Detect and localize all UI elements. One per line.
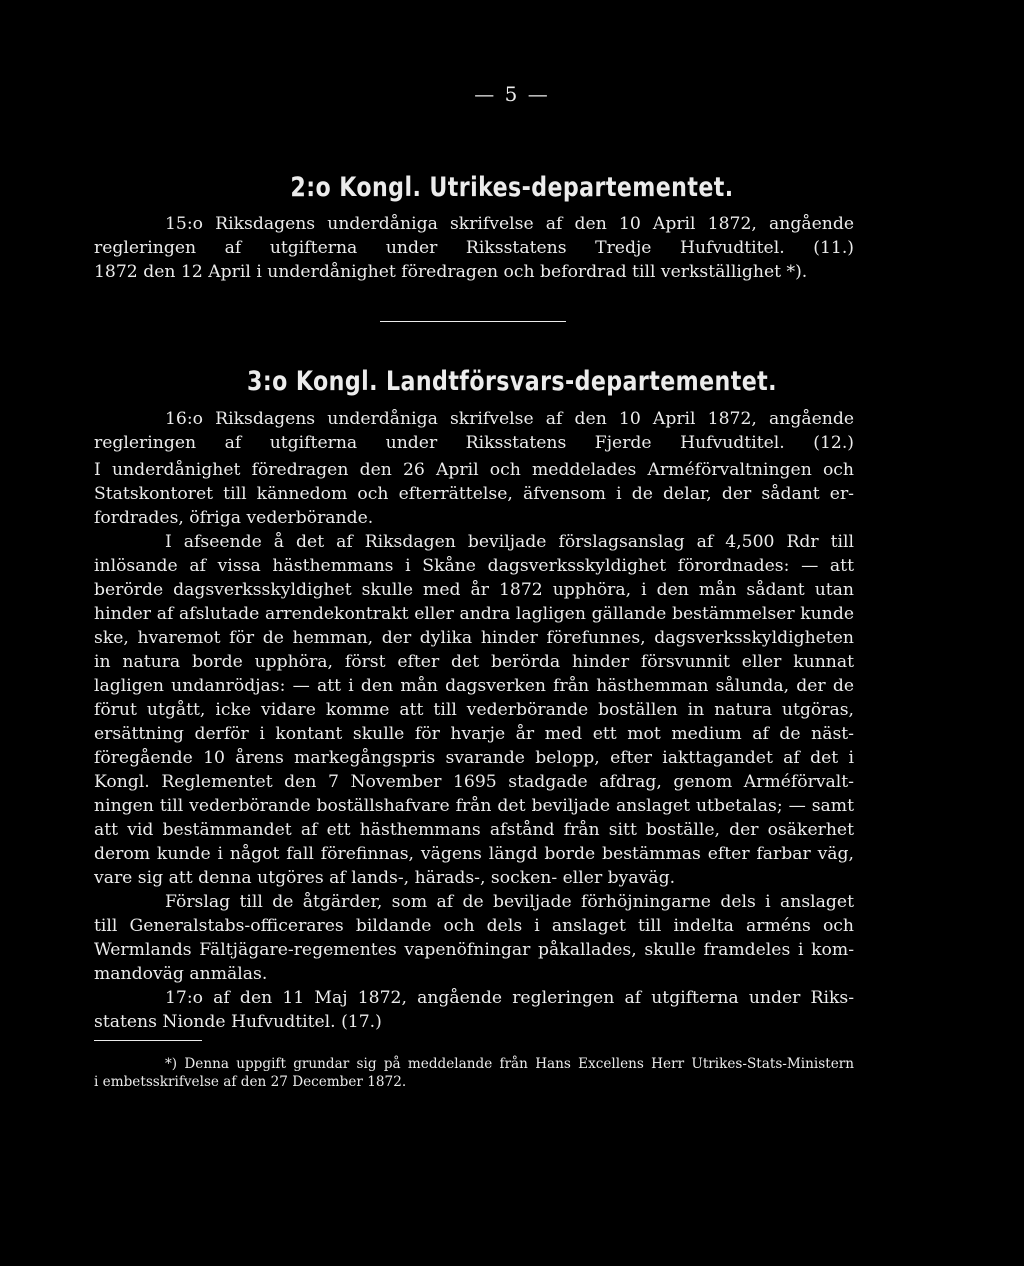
text-line: 15:o Riksdagens underdåniga skrifvelse af den 10 April 1872, angående [165,214,854,234]
text-line: mandoväg anmälas. [94,964,268,984]
text-line: I underdånighet föredragen den 26 April och meddelades Arméförvaltningen och [94,460,854,480]
text-line: berörde dagsverksskyldighet skulle med år 1872 upphöra, i den mån sådant utan [94,580,854,600]
footnote-line: *) Denna uppgift grundar sig på meddelande från Hans Excellens Herr Utrikes-Stats-Ministern [165,1056,854,1072]
text-line: 1872 den 12 April i underdånighet föredragen och befordrad till verkställighet *). [94,262,808,282]
text-line: statens Nionde Hufvudtitel. (17.) [94,1012,382,1032]
text-line: att vid bestämmandet af ett hästhemmans afstånd från sitt boställe, der osäkerhet [94,820,854,840]
text-line: derom kunde i något fall förefinnas, vägens längd borde bestämmas efter farbar väg, [94,844,854,864]
text-line: hinder af afslutade arrendekontrakt eller andra lagligen gällande bestämmelser kunde [94,604,854,624]
page-number: — 5 — [474,82,550,106]
text-line: Förslag till de åtgärder, som af de beviljade förhöjningarne dels i anslaget [165,892,854,912]
section-heading-landtforsvar: 3:o Kongl. Landtförsvars-departementet. [247,366,777,397]
text-line: ersättning derför i kontant skulle för hvarje år med ett mot medium af de näst- [94,724,854,744]
text-line: regleringen af utgifterna under Riksstatens Fjerde Hufvudtitel. (12.) [94,433,854,453]
section-heading-utrikes: 2:o Kongl. Utrikes-departementet. [290,172,734,203]
text-line: I afseende å det af Riksdagen beviljade förslagsanslag af 4,500 Rdr till [165,532,854,552]
text-line: Statskontoret till kännedom och efterrättelse, äfvensom i de delar, der sådant er- [94,484,854,504]
text-line: fordrades, öfriga vederbörande. [94,508,374,528]
footnote-divider [94,1040,202,1041]
text-line: ske, hvaremot för de hemman, der dylika hinder förefunnes, dagsverksskyldigheten [94,628,854,648]
text-line: till Generalstabs-officerares bildande och dels i anslaget till indelta arméns och [94,916,854,936]
text-line: in natura borde upphöra, först efter det berörda hinder försvunnit eller kunnat [94,652,854,672]
text-line: inlösande af vissa hästhemmans i Skåne dagsverksskyldighet förordnades: — att [94,556,854,576]
text-line: lagligen undanrödjas: — att i den mån dagsverken från hästhemman sålunda, der de [94,676,854,696]
text-line: förut utgått, icke vidare komme att till vederbörande boställen in natura utgöras, [94,700,854,720]
text-line: 17:o af den 11 Maj 1872, angående regleringen af utgifterna under Riks- [165,988,854,1008]
text-line: ningen till vederbörande boställshafvare från det beviljade anslaget utbetalas; — samt [94,796,854,816]
text-line: vare sig att denna utgöres af lands-, härads-, socken- eller byaväg. [94,868,676,888]
section-divider [380,321,566,322]
footnote-line: i embetsskrifvelse af den 27 December 1872. [94,1074,407,1090]
text-line: 16:o Riksdagens underdåniga skrifvelse af den 10 April 1872, angående [165,409,854,429]
text-line: Wermlands Fältjägare-regementes vapenöfningar påkallades, skulle framdeles i kom- [94,940,854,960]
text-line: regleringen af utgifterna under Riksstatens Tredje Hufvudtitel. (11.) [94,238,854,258]
text-line: Kongl. Reglementet den 7 November 1695 stadgade afdrag, genom Arméförvalt- [94,772,854,792]
text-line: föregående 10 årens markegångspris svarande belopp, efter iakttagandet af det i [94,748,854,768]
